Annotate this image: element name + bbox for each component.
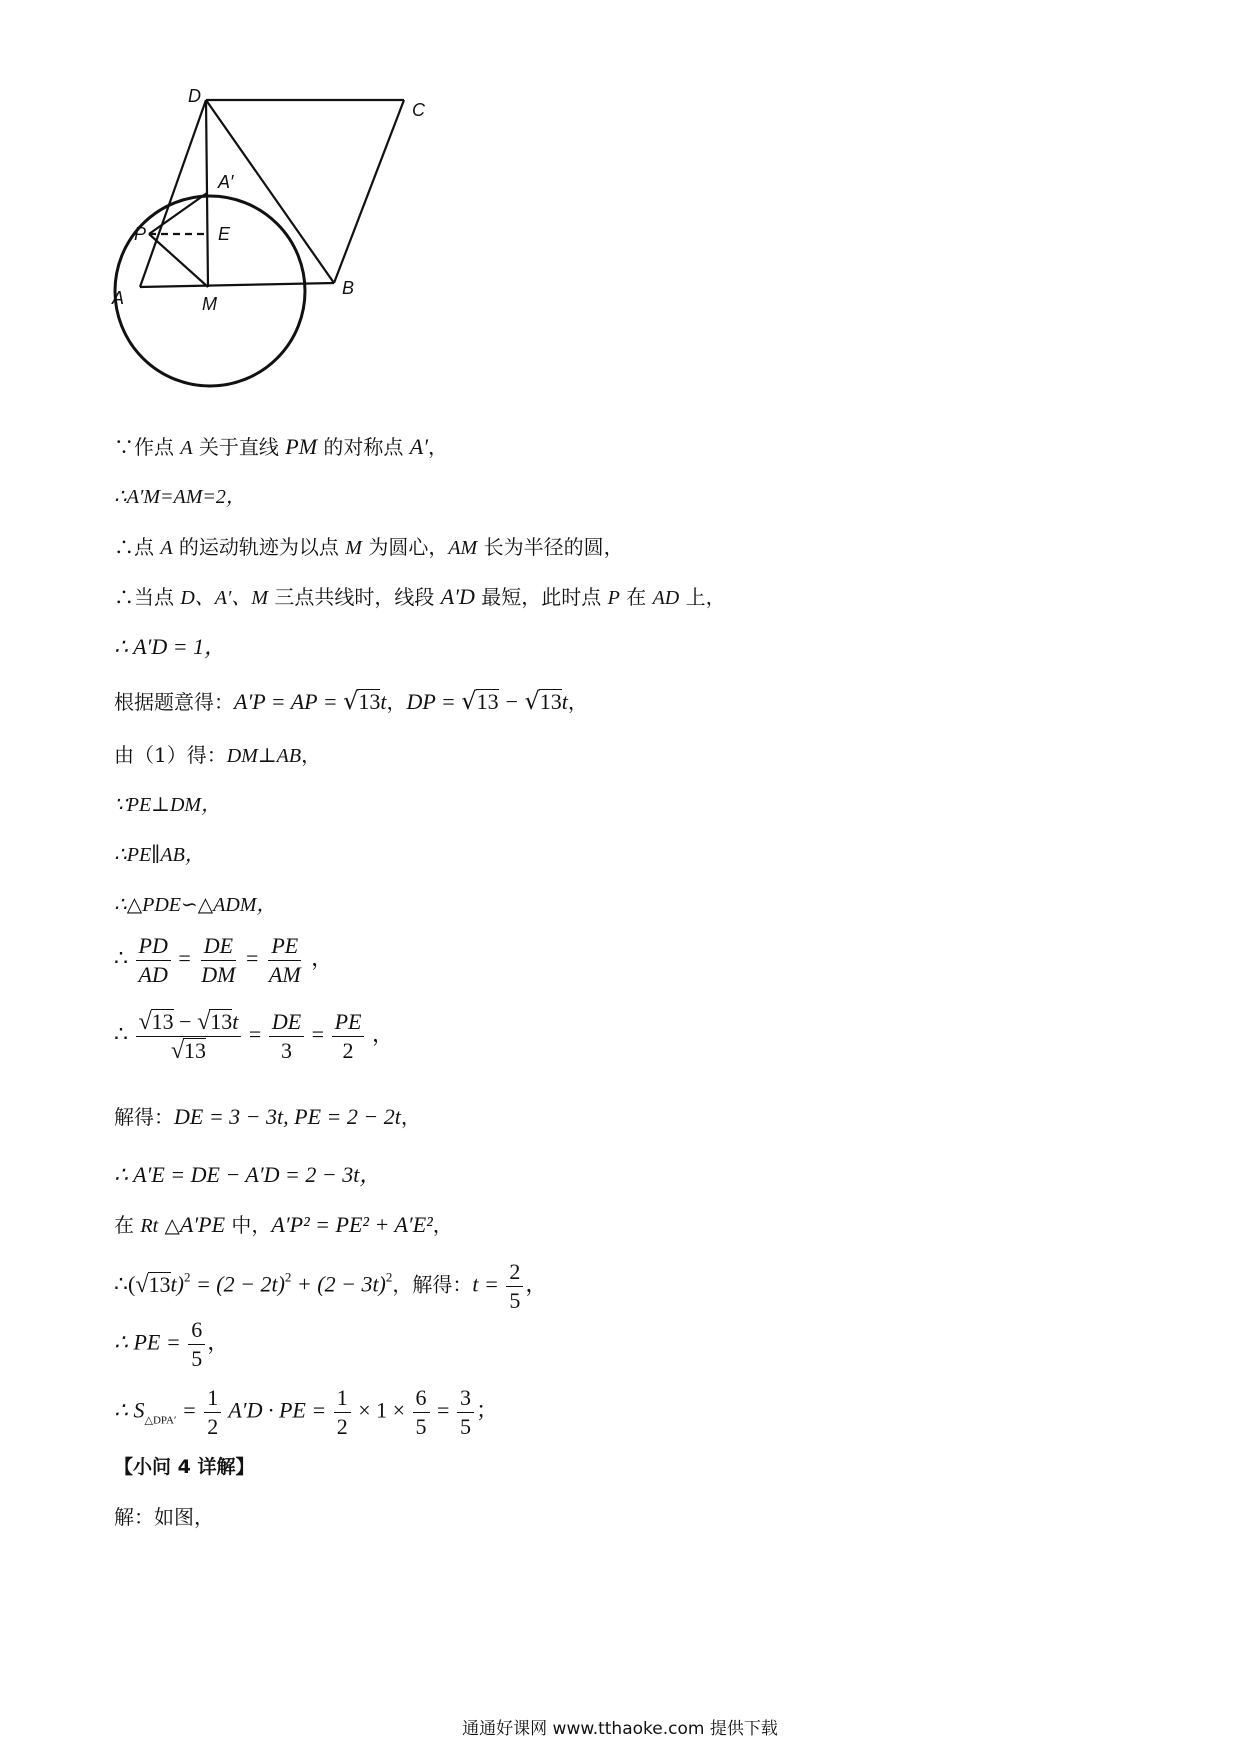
l7-expr: DM⊥AB <box>226 745 302 767</box>
l1-pre: ∵作点 <box>114 435 181 459</box>
text-line-18 <box>114 1384 498 1441</box>
geometry-figure <box>100 88 440 418</box>
sqrt-symbol: √ <box>343 687 359 715</box>
segment-da <box>140 100 206 287</box>
l15-tri: A′PE <box>179 1212 226 1237</box>
l12-n1m: − <box>173 1009 198 1034</box>
l1-a: A <box>180 437 193 459</box>
l6-t2: t <box>561 689 568 714</box>
l1-mid: 关于直线 <box>192 435 286 459</box>
text-line-13 <box>114 1102 421 1132</box>
text-line-17 <box>114 1316 229 1373</box>
l6-sqrt1: 13 <box>358 689 381 714</box>
l3-post: 长为半径的圆， <box>477 535 624 559</box>
text-line-12 <box>114 1008 394 1065</box>
fraction-pd-ad <box>136 932 171 989</box>
section-heading: 【小问 4 详解】 <box>114 1456 255 1478</box>
fraction-1-2-b <box>334 1384 351 1441</box>
l16-plus: + (2 − 3t) <box>291 1271 386 1297</box>
segment-pm <box>149 234 208 287</box>
l12-n3: PE <box>332 1008 365 1037</box>
l18-n1: 1 <box>204 1384 221 1413</box>
text-line-9: ∴PE∥AB， <box>114 844 205 866</box>
l17-post: ， <box>207 1329 230 1355</box>
text-line-8: ∵PE⊥DM， <box>114 794 222 816</box>
l18-sub <box>145 1415 177 1427</box>
l18-d2: 2 <box>336 1414 348 1439</box>
text-line-7 <box>114 740 321 771</box>
l12-n1b: 13 <box>210 1009 233 1034</box>
l13-expr: DE = 3 − 3t, PE = 2 − 2t <box>174 1104 401 1129</box>
label-d: D <box>188 88 201 106</box>
label-m: M <box>202 294 217 314</box>
l15-rt: Rt <box>140 1215 159 1237</box>
l16-sup2: 2 <box>284 1269 292 1285</box>
label-b: B <box>342 278 355 298</box>
text-line-16 <box>114 1258 547 1315</box>
triangle-symbol: △ <box>144 1414 153 1427</box>
l16-pre: ∴ <box>114 1271 128 1297</box>
l12-n1t: t <box>232 1009 239 1034</box>
l18-d4: 5 <box>459 1414 471 1439</box>
fraction-sqrt13 <box>136 1008 242 1065</box>
sqrt-symbol: √ <box>170 1038 185 1064</box>
l17-pre: ∴ PE = <box>114 1329 187 1355</box>
sqrt-symbol: √ <box>138 1009 152 1035</box>
l18-n4: 3 <box>457 1384 474 1413</box>
l4-mid2: 最短，此时点 <box>474 585 608 609</box>
l4-post: 上， <box>679 585 726 609</box>
l4-p: P <box>607 587 620 609</box>
l16-sup3: 2 <box>385 1269 393 1285</box>
l12-n2: DE <box>269 1008 304 1037</box>
l16-post: ， <box>525 1271 548 1297</box>
text-line-2: ∴A′M=AM=2， <box>114 486 246 508</box>
equals-sign: = <box>311 1021 325 1047</box>
l6-minus: − <box>498 689 525 714</box>
fraction-6-5-b <box>413 1384 430 1441</box>
l7-post: ， <box>301 743 322 767</box>
l15-pre: 在 <box>114 1213 141 1237</box>
l3-a: A <box>160 537 173 559</box>
text-line-14: ∴ A′E = DE − A′D = 2 − 3t， <box>114 1162 382 1187</box>
l17-n: 6 <box>188 1316 205 1345</box>
l12-post: ， <box>371 1021 394 1047</box>
fraction-2-5 <box>506 1258 523 1315</box>
l3-am: AM <box>448 537 478 559</box>
sqrt-symbol: √ <box>197 1009 211 1035</box>
l6-t1: t <box>380 689 387 714</box>
l12-d1: 13 <box>184 1038 207 1063</box>
text-line-10: ∴△PDE∽△ADM， <box>114 894 277 916</box>
l18-sub-text: DPA′ <box>152 1414 177 1427</box>
fraction-3-5 <box>457 1384 474 1441</box>
l12-n1a: 13 <box>151 1009 174 1034</box>
l12-d3: 2 <box>342 1038 354 1063</box>
l6-eq1: A′P = AP = <box>234 689 344 714</box>
l13-post: ， <box>400 1105 421 1129</box>
l16-paren: ( <box>128 1271 136 1297</box>
l4-mid3: 在 <box>619 585 653 609</box>
page-footer: 通通好课网 www.tthaoke.com 提供下载 <box>462 1719 778 1739</box>
l12-d2: 3 <box>280 1038 292 1063</box>
l18-x1: × 1 × <box>352 1397 411 1423</box>
text-line-20: 解：如图， <box>114 1505 214 1529</box>
triangle-symbol: △ <box>158 1213 180 1237</box>
label-a: A <box>112 288 125 308</box>
l16-mid: ，解得： <box>392 1272 473 1297</box>
text-line-4 <box>114 582 726 613</box>
l1-mid2: 的对称点 <box>317 435 410 459</box>
fraction-pe-2 <box>332 1008 365 1065</box>
fraction-de-dm <box>198 932 238 989</box>
l7-pre: 由（1）得： <box>114 743 227 767</box>
l15-mid: 中， <box>225 1213 272 1237</box>
l11-n3: PE <box>268 932 301 961</box>
text-line-11 <box>114 932 333 989</box>
l1-aprime: A′ <box>409 434 429 459</box>
label-e: E <box>218 224 231 244</box>
l4-pre: ∴当点 <box>114 585 181 609</box>
label-p: P <box>134 224 147 244</box>
equals-sign: = <box>245 945 259 971</box>
l3-mid: 的运动轨迹为以点 <box>172 535 346 559</box>
l16-tv: t = <box>472 1271 505 1297</box>
l18-d3: 5 <box>415 1414 427 1439</box>
l18-n3: 6 <box>413 1384 430 1413</box>
l18-eq: = <box>176 1397 203 1423</box>
l3-mid2: 为圆心， <box>361 535 449 559</box>
l4-points: D、A′、M <box>180 587 269 609</box>
l6-eq2: DP = <box>406 689 462 714</box>
l12-pre: ∴ <box>114 1021 128 1047</box>
fraction-1-2-a <box>204 1384 221 1441</box>
sqrt-symbol: √ <box>461 687 477 715</box>
l6-pre: 根据题意得： <box>114 690 234 714</box>
l16-d: 5 <box>509 1288 521 1313</box>
segment-cb <box>334 100 404 283</box>
l18-n2: 1 <box>334 1384 351 1413</box>
label-c: C <box>412 100 425 120</box>
l1-post: ， <box>428 435 449 459</box>
fraction-de-3 <box>269 1008 304 1065</box>
l4-ad2: AD <box>652 587 680 609</box>
fraction-pe-am <box>266 932 304 989</box>
fraction-6-5 <box>188 1316 205 1373</box>
l16-n: 2 <box>506 1258 523 1287</box>
l11-d2: DM <box>201 962 236 987</box>
text-line-1 <box>114 432 448 463</box>
l16-eq: = (2 − 2t) <box>190 1271 285 1297</box>
l12-numerator <box>136 1008 242 1037</box>
l17-d: 5 <box>191 1346 203 1371</box>
sqrt-symbol: √ <box>524 687 540 715</box>
l11-d1: AD <box>138 962 168 987</box>
l3-pre: ∴点 <box>114 535 161 559</box>
l16-t: t) <box>170 1271 184 1297</box>
l1-pm: PM <box>285 434 318 459</box>
figure-svg <box>100 88 440 418</box>
l16-sqrt: 13 <box>148 1271 171 1297</box>
l18-d1: 2 <box>207 1414 219 1439</box>
l11-post: ， <box>311 945 334 971</box>
segment-pa-prime <box>149 193 207 234</box>
l11-pre: ∴ <box>114 945 128 971</box>
l15-post: ， <box>432 1213 453 1237</box>
label-a-prime: A′ <box>218 172 234 192</box>
l6-post: ， <box>567 690 588 714</box>
l18-post: ； <box>475 1397 498 1423</box>
l15-expr: A′P² = PE² + A′E² <box>271 1212 433 1237</box>
equals-sign: = <box>178 945 191 971</box>
text-line-3 <box>114 532 624 563</box>
l12-denominator <box>168 1037 209 1065</box>
text-line-15 <box>114 1210 453 1241</box>
l4-ad: A′D <box>440 584 475 609</box>
l13-pre: 解得： <box>114 1105 174 1129</box>
l18-pre: ∴ S <box>114 1397 145 1423</box>
l18-mid: A′D · PE = <box>223 1397 332 1423</box>
l18-eq2: = <box>431 1397 455 1423</box>
l6-sep: ， <box>386 690 407 714</box>
sqrt-symbol: √ <box>135 1271 149 1298</box>
l16-sup1: 2 <box>183 1269 191 1285</box>
l3-m: M <box>345 537 362 559</box>
text-line-6 <box>114 686 588 717</box>
equals-sign: = <box>248 1021 262 1047</box>
l11-n1: PD <box>136 932 171 961</box>
l6-sqrt3: 13 <box>539 689 562 714</box>
l11-n2: DE <box>201 932 236 961</box>
l11-d3: AM <box>268 962 301 987</box>
text-line-5: ∴ A′D = 1， <box>114 634 227 659</box>
l6-sqrt2: 13 <box>476 689 499 714</box>
l4-mid: 三点共线时，线段 <box>268 585 441 609</box>
